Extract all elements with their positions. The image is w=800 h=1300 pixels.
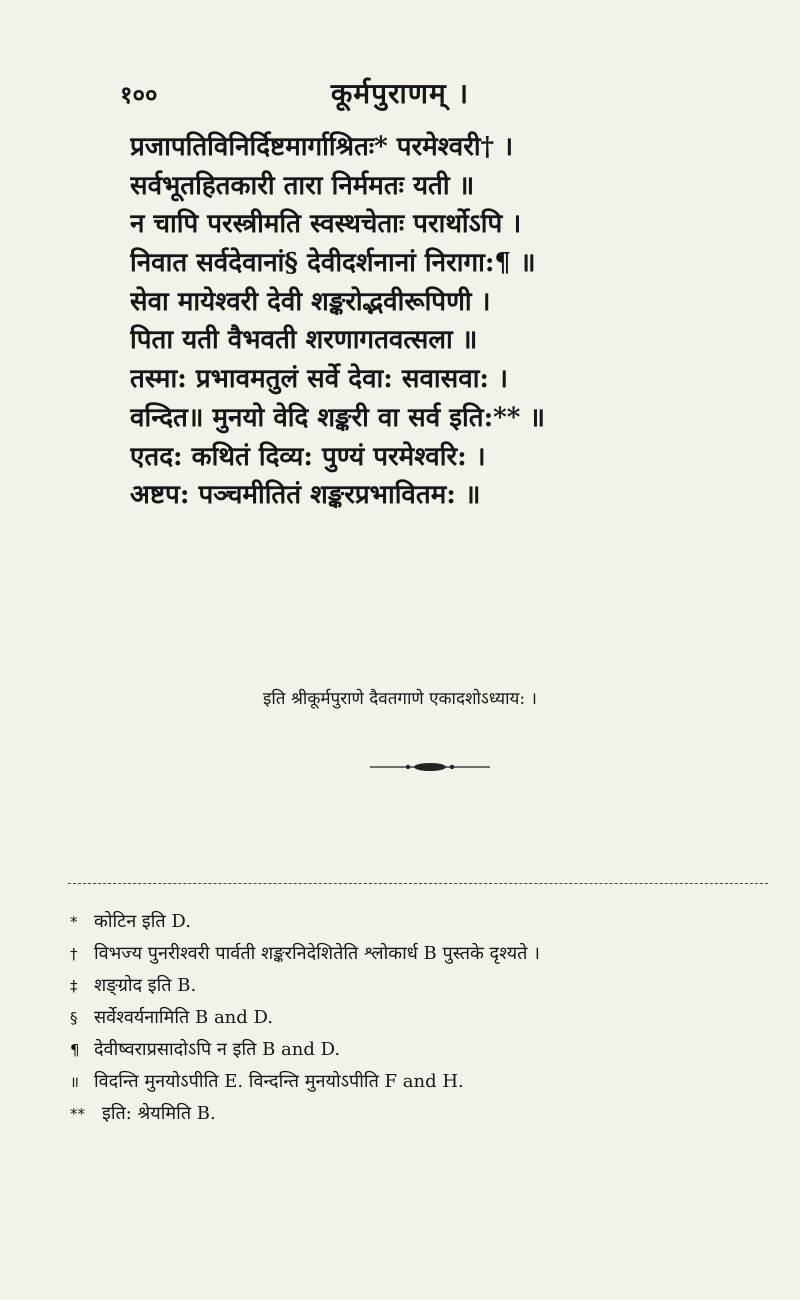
verse-line: निवात सर्वदेवानां§ देवीदर्शनानां निरागा:¶ ॥ bbox=[130, 248, 536, 279]
chapter-colophon: इति श्रीकूर्मपुराणे दैवतगाणे एकादशोऽध्याय: । bbox=[263, 689, 537, 709]
running-title: कूर्मपुराणम् । bbox=[330, 77, 470, 110]
verse-line: सेवा मायेश्वरी देवी शङ्करोद्भवीरूपिणी । bbox=[130, 286, 491, 317]
verse-line: पिता यती वैभवती शरणागतवत्सला ॥ bbox=[130, 325, 478, 356]
footnote-text: विदन्ति मुनयोऽपीति E. विन्दन्ति मुनयोऽपीति F and H. bbox=[94, 1071, 464, 1092]
verse-line: सर्वभूतहितकारी तारा निर्ममतः यती ॥ bbox=[130, 170, 475, 201]
page-number: १०० bbox=[120, 80, 158, 109]
footnote-text: देवीष्वराप्रसादोऽपि न इति B and D. bbox=[94, 1039, 341, 1060]
footnote-item bbox=[70, 1098, 750, 1130]
verse-line: प्रजापतिविनिर्दिष्टमार्गाश्रितः* परमेश्वरी† । bbox=[130, 132, 514, 162]
footnote-text: शङ्ग्रोद इति B. bbox=[94, 975, 197, 996]
page-header bbox=[0, 72, 800, 112]
footnote-text: कोटिन इति D. bbox=[94, 911, 191, 932]
footnote-item bbox=[70, 1034, 750, 1066]
footnote-item bbox=[70, 1066, 750, 1098]
verse-line: अष्टप: पञ्चमीतितं शङ्करप्रभावितम: ॥ bbox=[130, 480, 481, 511]
footnote-mark: § bbox=[70, 1009, 78, 1027]
footnote-mark: ¶ bbox=[70, 1041, 80, 1059]
footnote-item bbox=[70, 906, 750, 938]
verse-block bbox=[130, 128, 710, 515]
footnote-rule bbox=[68, 883, 768, 884]
footnote-mark: ** bbox=[70, 1105, 85, 1123]
footnote-item bbox=[70, 970, 750, 1002]
footnote-item bbox=[70, 938, 750, 970]
footnote-item bbox=[70, 1002, 750, 1034]
ornament-divider bbox=[370, 760, 490, 774]
verse-line: न चापि परस्त्रीमति स्वस्थचेताः परार्थोऽपि । bbox=[130, 209, 522, 240]
verse-line: तस्मा: प्रभावमतुलं सर्वे देवा: सवासवा: । bbox=[130, 364, 508, 395]
footnote-mark: † bbox=[70, 945, 78, 963]
verse-line: वन्दित॥ मुनयो वेदि शङ्करी वा सर्व इति:** ॥ bbox=[130, 402, 545, 433]
footnote-mark: * bbox=[70, 913, 78, 931]
footnote-text: सर्वेश्वर्यनामिति B and D. bbox=[94, 1007, 274, 1028]
footnotes bbox=[70, 906, 750, 1130]
verse-line: एतद: कथितं दिव्य: पुण्यं परमेश्वरि: । bbox=[130, 441, 486, 472]
footnote-text: इति: श्रेयमिति B. bbox=[102, 1103, 216, 1124]
footnote-mark: ‡ bbox=[70, 977, 78, 995]
footnote-text: विभज्य पुनरीश्वरी पार्वती शङ्करनिदेशितेति श्लोकार्ध B पुस्तके दृश्यते । bbox=[94, 943, 540, 964]
footnote-mark: ॥ bbox=[70, 1073, 79, 1091]
